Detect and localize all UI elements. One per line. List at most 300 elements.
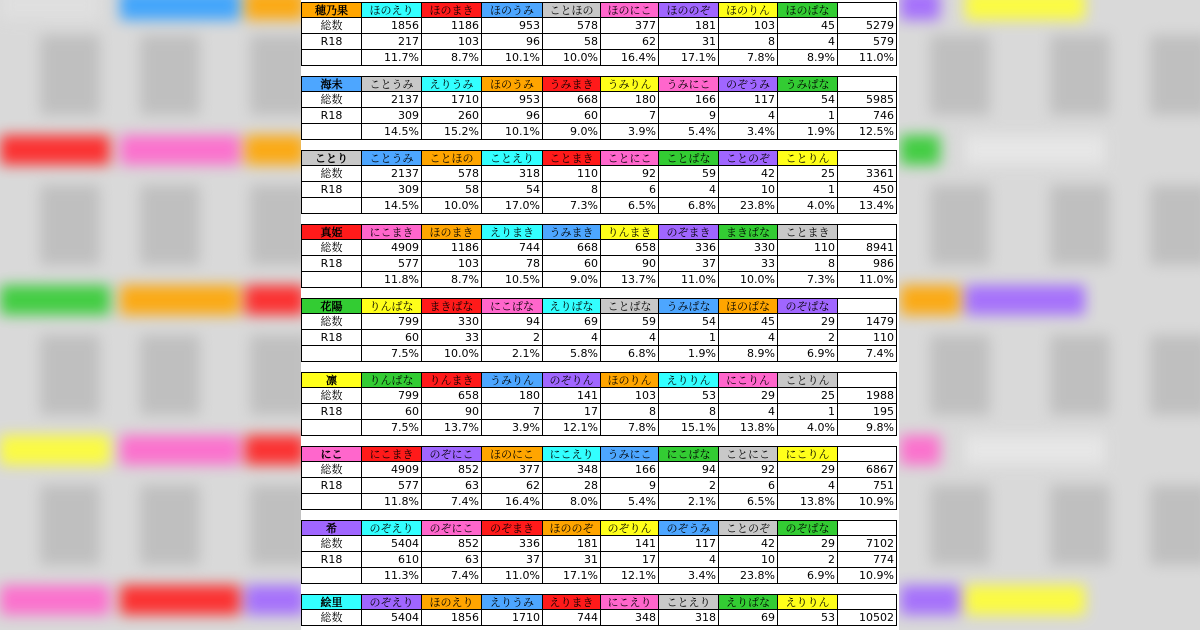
ratio-value: 4.0% [778, 198, 838, 214]
pair-label: うみにこ [601, 446, 659, 462]
total-value: 668 [543, 240, 601, 256]
pair-label: ことりん [778, 150, 838, 166]
blurred-cell [1150, 335, 1200, 415]
total-value: 1186 [422, 18, 482, 34]
ratio-value: 4.0% [778, 420, 838, 436]
pair-label: にこりん [778, 446, 838, 462]
empty-cell [838, 150, 897, 166]
blurred-cell [140, 335, 200, 415]
total-value: 799 [362, 314, 422, 330]
pair-label: のぞうみ [659, 520, 719, 536]
empty-cell [838, 520, 897, 536]
r18-value: 9 [601, 478, 659, 494]
total-row [301, 462, 899, 478]
total-value: 141 [543, 388, 601, 404]
total-value: 45 [778, 18, 838, 34]
pair-label: のぞぱな [778, 520, 838, 536]
pair-label: うみぱな [778, 76, 838, 92]
total-value: 578 [422, 166, 482, 182]
ratio-row [301, 272, 899, 288]
pair-label: ことえり [482, 150, 543, 166]
r18-value: 10 [719, 552, 778, 568]
r18-value: 54 [482, 182, 543, 198]
r18-value: 4 [659, 182, 719, 198]
blurred-cell [140, 35, 200, 115]
total-value: 117 [659, 536, 719, 552]
ratio-value: 3.4% [659, 568, 719, 584]
pair-label: ほのにこ [601, 2, 659, 18]
total-value: 54 [659, 314, 719, 330]
pair-label: ことえり [659, 594, 719, 610]
total-value: 1856 [422, 610, 482, 626]
r18-value: 2 [482, 330, 543, 346]
blurred-cell [965, 135, 1105, 165]
r18-value: 33 [422, 330, 482, 346]
pair-label: ほのまき [422, 2, 482, 18]
pair-label: ほののぞ [659, 2, 719, 18]
ratio-value: 11.0% [659, 272, 719, 288]
total-value: 4909 [362, 462, 422, 478]
blurred-cell [900, 435, 940, 465]
blurred-cell [40, 35, 100, 115]
total-value: 668 [543, 92, 601, 108]
pair-label: ほのぱな [778, 2, 838, 18]
total-value: 578 [543, 18, 601, 34]
total-value: 166 [659, 92, 719, 108]
pair-label: えりりん [778, 594, 838, 610]
r18-value: 8 [778, 256, 838, 272]
r18-row [301, 404, 899, 420]
total-label: 総数 [301, 166, 362, 182]
ratio-value: 10.0% [422, 198, 482, 214]
ratio-value: 2.1% [659, 494, 719, 510]
empty-cell [301, 346, 362, 362]
total-value: 10502 [838, 610, 897, 626]
total-value: 1479 [838, 314, 897, 330]
total-value: 348 [601, 610, 659, 626]
ratio-row [301, 198, 899, 214]
total-value: 42 [719, 166, 778, 182]
total-value: 110 [543, 166, 601, 182]
pair-label: ことのぞ [719, 520, 778, 536]
ratio-value: 7.4% [838, 346, 897, 362]
blurred-cell [1050, 185, 1110, 265]
r18-value: 217 [362, 34, 422, 50]
pair-label: うみぱな [659, 298, 719, 314]
r18-value: 309 [362, 108, 422, 124]
ratio-value: 13.4% [838, 198, 897, 214]
r18-value: 62 [601, 34, 659, 50]
blurred-cell [0, 585, 110, 615]
r18-value: 577 [362, 478, 422, 494]
pair-header-row [301, 520, 899, 536]
ratio-value: 7.3% [543, 198, 601, 214]
ratio-value: 6.5% [719, 494, 778, 510]
total-value: 318 [482, 166, 543, 182]
r18-value: 2 [778, 330, 838, 346]
r18-value: 17 [601, 552, 659, 568]
pair-label: にこぱな [659, 446, 719, 462]
r18-value: 96 [482, 34, 543, 50]
ratio-value: 13.8% [778, 494, 838, 510]
total-value: 103 [601, 388, 659, 404]
r18-value: 746 [838, 108, 897, 124]
pair-label: まきぱな [719, 224, 778, 240]
character-name: にこ [301, 446, 362, 462]
pair-label: えりうみ [422, 76, 482, 92]
r18-value: 195 [838, 404, 897, 420]
ratio-value: 3.9% [601, 124, 659, 140]
total-value: 1186 [422, 240, 482, 256]
r18-value: 1 [778, 108, 838, 124]
empty-cell [838, 224, 897, 240]
r18-value: 1 [778, 404, 838, 420]
character-name: 凛 [301, 372, 362, 388]
pair-label: ことにこ [719, 446, 778, 462]
ratio-value: 10.0% [543, 50, 601, 66]
total-value: 1856 [362, 18, 422, 34]
total-value: 94 [482, 314, 543, 330]
ratio-value: 6.8% [601, 346, 659, 362]
pair-label: りんぱな [362, 298, 422, 314]
total-value: 336 [659, 240, 719, 256]
pair-label: ほのうみ [482, 76, 543, 92]
blurred-cell [0, 0, 100, 20]
total-value: 181 [659, 18, 719, 34]
r18-row [301, 34, 899, 50]
blurred-cell [0, 135, 110, 165]
blurred-cell [1150, 35, 1200, 115]
r18-value: 96 [482, 108, 543, 124]
pair-label: りんぱな [362, 372, 422, 388]
ratio-row [301, 494, 899, 510]
ratio-value: 23.8% [719, 198, 778, 214]
total-row [301, 166, 899, 182]
blurred-cell [245, 435, 305, 465]
r18-label: R18 [301, 330, 362, 346]
pair-label: ほのぱな [719, 298, 778, 314]
total-value: 744 [482, 240, 543, 256]
r18-label: R18 [301, 478, 362, 494]
pair-header-row [301, 594, 899, 610]
character-name: 真姫 [301, 224, 362, 240]
total-value: 53 [659, 388, 719, 404]
r18-value: 4 [659, 552, 719, 568]
r18-value: 4 [778, 34, 838, 50]
r18-label: R18 [301, 182, 362, 198]
spreadsheet [301, 0, 899, 630]
ratio-value: 11.7% [362, 50, 422, 66]
r18-value: 7 [601, 108, 659, 124]
ratio-value: 3.4% [719, 124, 778, 140]
r18-row [301, 330, 899, 346]
r18-value: 774 [838, 552, 897, 568]
r18-value: 90 [422, 404, 482, 420]
empty-cell [838, 2, 897, 18]
blurred-cell [245, 285, 305, 315]
ratio-row [301, 568, 899, 584]
ratio-value: 1.9% [778, 124, 838, 140]
r18-value: 1 [778, 182, 838, 198]
pair-label: のぞりん [601, 520, 659, 536]
ratio-value: 1.9% [659, 346, 719, 362]
ratio-value: 5.4% [659, 124, 719, 140]
ratio-row [301, 124, 899, 140]
pair-label: えりまき [543, 594, 601, 610]
blurred-cell [0, 285, 110, 315]
ratio-value: 23.8% [719, 568, 778, 584]
pair-label: ほのうみ [482, 2, 543, 18]
pair-label: のぞえり [362, 594, 422, 610]
r18-value: 6 [601, 182, 659, 198]
ratio-value: 17.1% [659, 50, 719, 66]
ratio-value: 10.1% [482, 50, 543, 66]
ratio-value: 8.7% [422, 272, 482, 288]
pair-label: えりうみ [482, 594, 543, 610]
pair-label: うみりん [601, 76, 659, 92]
total-value: 5279 [838, 18, 897, 34]
blurred-cell [1050, 35, 1110, 115]
pair-label: ことほの [543, 2, 601, 18]
total-value: 348 [543, 462, 601, 478]
pair-label: ことほの [422, 150, 482, 166]
r18-value: 1 [659, 330, 719, 346]
r18-value: 4 [719, 108, 778, 124]
ratio-value: 2.1% [482, 346, 543, 362]
ratio-value: 11.0% [838, 50, 897, 66]
ratio-value: 13.8% [719, 420, 778, 436]
r18-value: 103 [422, 256, 482, 272]
total-row [301, 314, 899, 330]
pair-label: えりりん [659, 372, 719, 388]
ratio-value: 10.5% [482, 272, 543, 288]
blurred-cell [965, 585, 1085, 615]
character-name: 海未 [301, 76, 362, 92]
pair-label: のぞまき [482, 520, 543, 536]
total-value: 94 [659, 462, 719, 478]
ratio-value: 14.5% [362, 198, 422, 214]
pair-label: ことぱな [601, 298, 659, 314]
pair-label: ほのりん [719, 2, 778, 18]
empty-cell [301, 568, 362, 584]
pair-label: ほのにこ [482, 446, 543, 462]
pair-label: ことぱな [659, 150, 719, 166]
ratio-value: 7.4% [422, 494, 482, 510]
ratio-value: 7.8% [719, 50, 778, 66]
r18-value: 37 [482, 552, 543, 568]
total-value: 5985 [838, 92, 897, 108]
total-label: 総数 [301, 240, 362, 256]
ratio-value: 10.0% [719, 272, 778, 288]
empty-cell [301, 124, 362, 140]
r18-value: 6 [719, 478, 778, 494]
ratio-row [301, 420, 899, 436]
total-value: 953 [482, 18, 543, 34]
total-label: 総数 [301, 92, 362, 108]
ratio-value: 11.3% [362, 568, 422, 584]
empty-cell [301, 272, 362, 288]
blurred-cell [245, 585, 305, 615]
total-value: 103 [719, 18, 778, 34]
blurred-cell [900, 0, 940, 20]
ratio-value: 11.8% [362, 272, 422, 288]
pair-label: にこまき [362, 446, 422, 462]
r18-label: R18 [301, 34, 362, 50]
pair-label: ほののぞ [543, 520, 601, 536]
r18-value: 450 [838, 182, 897, 198]
r18-value: 60 [362, 404, 422, 420]
blurred-cell [120, 285, 240, 315]
r18-value: 31 [659, 34, 719, 50]
blurred-cell [965, 435, 1105, 465]
blurred-cell [930, 35, 990, 115]
pair-label: のぞぱな [778, 298, 838, 314]
r18-value: 8 [719, 34, 778, 50]
total-value: 8941 [838, 240, 897, 256]
ratio-value: 15.1% [659, 420, 719, 436]
total-value: 3361 [838, 166, 897, 182]
ratio-value: 7.5% [362, 346, 422, 362]
total-value: 1988 [838, 388, 897, 404]
total-value: 180 [482, 388, 543, 404]
pair-header-row [301, 298, 899, 314]
r18-value: 579 [838, 34, 897, 50]
r18-value: 4 [778, 478, 838, 494]
total-value: 6867 [838, 462, 897, 478]
ratio-value: 17.0% [482, 198, 543, 214]
pair-label: のぞうみ [719, 76, 778, 92]
r18-row [301, 256, 899, 272]
r18-value: 8 [543, 182, 601, 198]
r18-value: 9 [659, 108, 719, 124]
blurred-cell [0, 435, 110, 465]
total-value: 5404 [362, 610, 422, 626]
blurred-cell [40, 185, 100, 265]
ratio-value: 12.1% [601, 568, 659, 584]
ratio-value: 12.1% [543, 420, 601, 436]
total-value: 45 [719, 314, 778, 330]
pair-label: まきぱな [422, 298, 482, 314]
r18-row [301, 108, 899, 124]
pair-label: にこえり [601, 594, 659, 610]
pair-header-row [301, 372, 899, 388]
total-value: 29 [778, 536, 838, 552]
blurred-cell [1150, 485, 1200, 565]
ratio-value: 13.7% [422, 420, 482, 436]
total-row [301, 240, 899, 256]
total-value: 110 [778, 240, 838, 256]
pair-label: ほのえり [422, 594, 482, 610]
empty-cell [301, 50, 362, 66]
r18-value: 610 [362, 552, 422, 568]
pair-label: のぞにこ [422, 446, 482, 462]
blurred-cell [965, 285, 1085, 315]
blurred-cell [900, 585, 960, 615]
r18-value: 62 [482, 478, 543, 494]
pair-label: りんまき [422, 372, 482, 388]
total-value: 5404 [362, 536, 422, 552]
r18-value: 8 [659, 404, 719, 420]
pair-label: にこぱな [482, 298, 543, 314]
ratio-value: 10.1% [482, 124, 543, 140]
ratio-value: 16.4% [601, 50, 659, 66]
character-name: 絵里 [301, 594, 362, 610]
r18-value: 60 [362, 330, 422, 346]
pair-header-row [301, 224, 899, 240]
ratio-value: 11.0% [482, 568, 543, 584]
character-name: 花陽 [301, 298, 362, 314]
r18-value: 2 [659, 478, 719, 494]
total-label: 総数 [301, 314, 362, 330]
r18-value: 103 [422, 34, 482, 50]
total-value: 852 [422, 462, 482, 478]
r18-value: 4 [543, 330, 601, 346]
pair-header-row [301, 76, 899, 92]
r18-value: 63 [422, 478, 482, 494]
pair-label: のぞりん [543, 372, 601, 388]
ratio-value: 7.3% [778, 272, 838, 288]
blurred-cell [930, 335, 990, 415]
r18-label: R18 [301, 552, 362, 568]
r18-label: R18 [301, 256, 362, 272]
r18-value: 260 [422, 108, 482, 124]
blurred-cell [120, 135, 240, 165]
empty-cell [301, 420, 362, 436]
blurred-cell [40, 485, 100, 565]
r18-value: 751 [838, 478, 897, 494]
ratio-value: 11.8% [362, 494, 422, 510]
total-value: 181 [543, 536, 601, 552]
total-value: 2137 [362, 92, 422, 108]
pair-label: えりぱな [543, 298, 601, 314]
total-value: 852 [422, 536, 482, 552]
blurred-cell [140, 185, 200, 265]
total-value: 166 [601, 462, 659, 478]
r18-value: 10 [719, 182, 778, 198]
blurred-cell [120, 585, 240, 615]
blurred-cell [120, 0, 240, 20]
ratio-row [301, 346, 899, 362]
r18-value: 309 [362, 182, 422, 198]
r18-value: 58 [422, 182, 482, 198]
ratio-value: 3.9% [482, 420, 543, 436]
pair-header-row [301, 150, 899, 166]
empty-cell [838, 594, 897, 610]
ratio-value: 5.4% [601, 494, 659, 510]
empty-cell [838, 372, 897, 388]
blurred-cell [245, 135, 305, 165]
total-label: 総数 [301, 388, 362, 404]
total-value: 377 [482, 462, 543, 478]
total-value: 69 [719, 610, 778, 626]
total-row [301, 610, 899, 626]
pair-label: えりまき [482, 224, 543, 240]
r18-value: 58 [543, 34, 601, 50]
pair-label: ほのえり [362, 2, 422, 18]
total-value: 7102 [838, 536, 897, 552]
pair-label: ことまき [778, 224, 838, 240]
empty-cell [838, 76, 897, 92]
total-value: 25 [778, 388, 838, 404]
total-label: 総数 [301, 536, 362, 552]
ratio-value: 8.7% [422, 50, 482, 66]
total-value: 25 [778, 166, 838, 182]
total-value: 1710 [422, 92, 482, 108]
total-value: 53 [778, 610, 838, 626]
r18-value: 63 [422, 552, 482, 568]
pair-label: ことうみ [362, 76, 422, 92]
total-value: 92 [719, 462, 778, 478]
